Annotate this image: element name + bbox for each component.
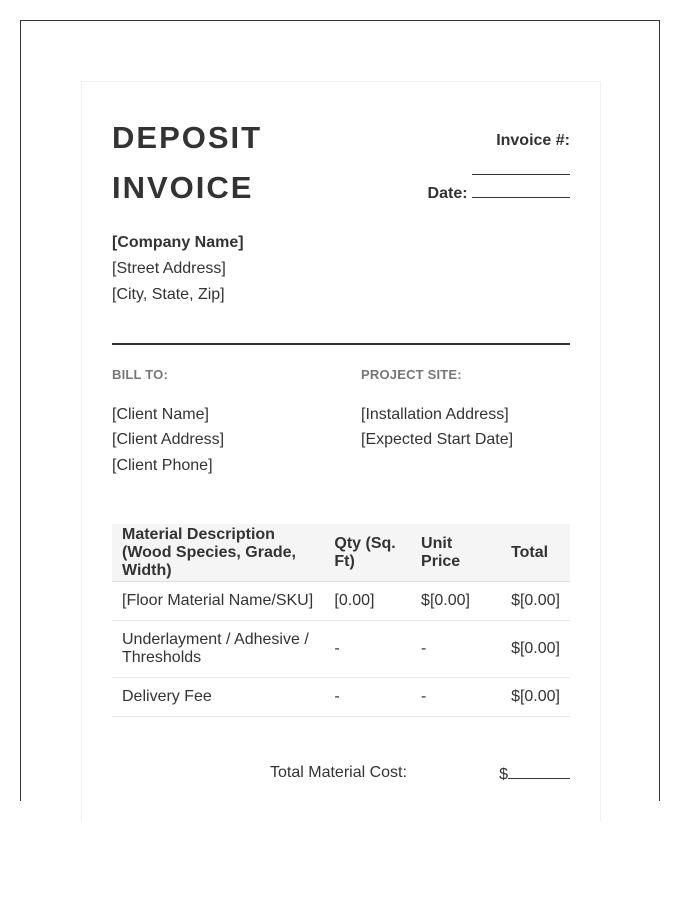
materials-table [112,524,570,717]
cell-qty: - [324,621,411,678]
table-row [112,582,570,621]
table-row [112,678,570,717]
col-header-description: Material Description (Wood Species, Grade, Width) [112,524,324,582]
bill-to-client-name: [Client Name] [112,406,209,423]
date-label: Date: [427,185,468,202]
header-divider [112,343,570,345]
company-name: [Company Name] [112,234,244,251]
col-header-qty: Qty (Sq. Ft) [324,524,411,582]
cell-description: Underlayment / Adhesive / Thresholds [112,621,324,678]
project-site-address: [Installation Address] [361,406,509,423]
total-material-cost-label: Total Material Cost: [270,764,407,781]
total-material-cost-blank[interactable] [508,764,570,779]
cell-total: $[0.00] [501,621,570,678]
cell-qty: [0.00] [324,582,411,621]
company-street: [Street Address] [112,260,226,277]
cell-description: [Floor Material Name/SKU] [112,582,324,621]
cell-total: $[0.00] [501,678,570,717]
table-header-row [112,524,570,582]
cell-total: $[0.00] [501,582,570,621]
col-header-total: Total [501,524,570,582]
total-material-cost-value [499,764,570,784]
col-header-unit-price: Unit Price [411,524,501,582]
date-blank[interactable] [472,183,570,198]
project-site-label: PROJECT SITE: [361,367,462,382]
invoice-title-line-1: DEPOSIT [112,120,263,155]
bill-to-client-phone: [Client Phone] [112,457,213,474]
invoice-number-blank[interactable] [472,160,570,175]
date-row [428,183,570,203]
project-site-start-date: [Expected Start Date] [361,431,514,448]
invoice-number-label: Invoice #: [496,132,570,149]
table-row [112,621,570,678]
cell-description: Delivery Fee [112,678,324,717]
cell-unit-price: - [411,678,501,717]
bill-to-label: BILL TO: [112,367,169,382]
total-currency-prefix: $ [499,766,508,783]
invoice-title-line-2: INVOICE [112,170,254,205]
cell-qty: - [324,678,411,717]
company-city: [City, State, Zip] [112,286,225,303]
bill-to-client-address: [Client Address] [112,431,225,448]
cell-unit-price: $[0.00] [411,582,501,621]
cell-unit-price: - [411,621,501,678]
